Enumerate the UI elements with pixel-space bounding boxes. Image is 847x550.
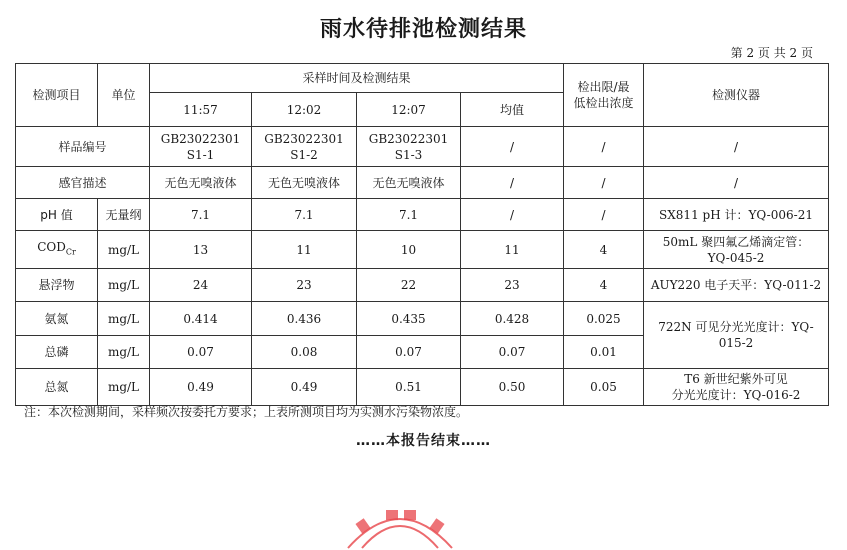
sample-id-3: GB23022301 S1-3 bbox=[357, 127, 461, 167]
report-end-marker: ……本报告结束…… bbox=[356, 433, 491, 449]
item-name: pH 值 bbox=[16, 199, 98, 231]
header-item: 检测项目 bbox=[16, 64, 98, 127]
row-cod bbox=[16, 231, 829, 269]
results-table bbox=[15, 63, 829, 406]
page-indicator: 第 2 页 共 2 页 bbox=[730, 46, 813, 60]
sensory-limit: / bbox=[564, 167, 644, 199]
header-detection-limit: 检出限/最 低检出浓度 bbox=[564, 64, 644, 127]
row-tn bbox=[16, 369, 829, 406]
value-average: 11 bbox=[461, 231, 564, 269]
item-name: 悬浮物 bbox=[16, 269, 98, 302]
sample-id-2: GB23022301 S1-2 bbox=[252, 127, 357, 167]
value-3: 7.1 bbox=[357, 199, 461, 231]
value-limit: / bbox=[564, 199, 644, 231]
report-title: 雨水待排池检测结果 bbox=[319, 17, 527, 42]
header-sampling: 采样时间及检测结果 bbox=[150, 64, 564, 93]
footnote: 注：本次检测期间，采样频次按委托方要求；上表所测项目均为实测水污染物浓度。 bbox=[24, 405, 469, 419]
sensory-average: / bbox=[461, 167, 564, 199]
value-2: 0.49 bbox=[252, 369, 357, 406]
value-limit: 4 bbox=[564, 269, 644, 302]
value-1: 24 bbox=[150, 269, 252, 302]
merged-instrument: 722N 可见分光光度计：YQ-015-2 bbox=[644, 302, 829, 369]
value-3: 0.435 bbox=[357, 302, 461, 336]
sensory-instrument: / bbox=[644, 167, 829, 199]
item-name: $COD_{Cr}$ bbox=[16, 231, 98, 269]
item-name: 氨氮 bbox=[16, 302, 98, 336]
value-average: 23 bbox=[461, 269, 564, 302]
sample-id-label: 样品编号 bbox=[16, 127, 150, 167]
sensory-row bbox=[16, 167, 829, 199]
value-1: 0.414 bbox=[150, 302, 252, 336]
item-name: 总磷 bbox=[16, 336, 98, 369]
row-ph bbox=[16, 199, 829, 231]
sample-id-instrument: / bbox=[644, 127, 829, 167]
header-instrument: 检测仪器 bbox=[644, 64, 829, 127]
value-3: 22 bbox=[357, 269, 461, 302]
value-1: 0.07 bbox=[150, 336, 252, 369]
sample-id-1: GB23022301 S1-1 bbox=[150, 127, 252, 167]
value-3: 0.07 bbox=[357, 336, 461, 369]
instrument: SX811 pH 计：YQ-006-21 bbox=[644, 199, 829, 231]
sensory-label: 感官描述 bbox=[16, 167, 150, 199]
value-limit: 0.025 bbox=[564, 302, 644, 336]
value-limit: 0.05 bbox=[564, 369, 644, 406]
item-unit: mg/L bbox=[98, 269, 150, 302]
official-seal-stamp bbox=[340, 490, 460, 550]
sample-id-row bbox=[16, 127, 829, 167]
header-time-1: 11:57 bbox=[150, 93, 252, 127]
value-3: 10 bbox=[357, 231, 461, 269]
value-2: 0.08 bbox=[252, 336, 357, 369]
value-average: 0.428 bbox=[461, 302, 564, 336]
value-1: 0.49 bbox=[150, 369, 252, 406]
value-2: 23 bbox=[252, 269, 357, 302]
item-unit: mg/L bbox=[98, 231, 150, 269]
sample-id-limit: / bbox=[564, 127, 644, 167]
item-name: 总氮 bbox=[16, 369, 98, 406]
item-unit: mg/L bbox=[98, 336, 150, 369]
row-nh3n bbox=[16, 302, 829, 336]
value-average: 0.50 bbox=[461, 369, 564, 406]
value-limit: 0.01 bbox=[564, 336, 644, 369]
instrument: 50mL 聚四氟乙烯滴定管： YQ-045-2 bbox=[644, 231, 829, 269]
value-limit: 4 bbox=[564, 231, 644, 269]
instrument: AUY220 电子天平：YQ-011-2 bbox=[644, 269, 829, 302]
value-3: 0.51 bbox=[357, 369, 461, 406]
value-2: 0.436 bbox=[252, 302, 357, 336]
value-average: / bbox=[461, 199, 564, 231]
item-unit: 无量纲 bbox=[98, 199, 150, 231]
sample-id-average: / bbox=[461, 127, 564, 167]
value-1: 7.1 bbox=[150, 199, 252, 231]
header-time-2: 12:02 bbox=[252, 93, 357, 127]
header-average: 均值 bbox=[461, 93, 564, 127]
value-1: 13 bbox=[150, 231, 252, 269]
row-ss bbox=[16, 269, 829, 302]
header-time-3: 12:07 bbox=[357, 93, 461, 127]
item-unit: mg/L bbox=[98, 302, 150, 336]
sensory-value-3: 无色无嗅液体 bbox=[357, 167, 461, 199]
item-unit: mg/L bbox=[98, 369, 150, 406]
sensory-value-2: 无色无嗅液体 bbox=[252, 167, 357, 199]
header-unit: 单位 bbox=[98, 64, 150, 127]
value-2: 7.1 bbox=[252, 199, 357, 231]
instrument: T6 新世纪紫外可见 分光光度计：YQ-016-2 bbox=[644, 369, 829, 406]
value-2: 11 bbox=[252, 231, 357, 269]
sensory-value-1: 无色无嗅液体 bbox=[150, 167, 252, 199]
value-average: 0.07 bbox=[461, 336, 564, 369]
